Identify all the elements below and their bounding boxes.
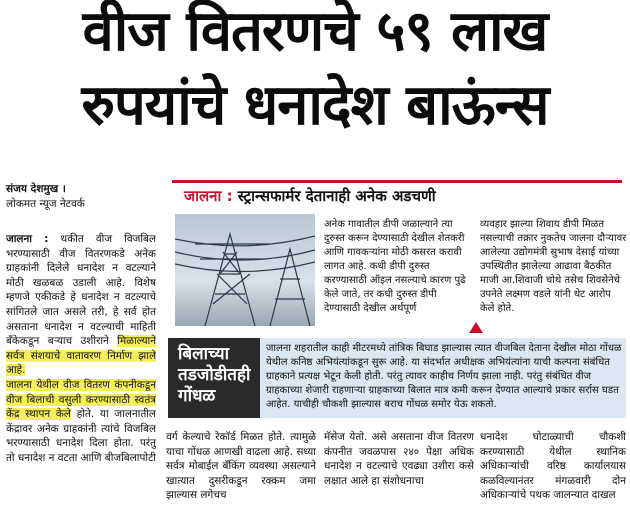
bottom-column-1: वर्ग केल्याचे रेकॉर्ड मिळत होते. त्यामुळे याचा गोंधळ आणखी वाढला आहे. सध्या सर्वत्र मोबाईल बँकिंग व्यवस्था असल्याने खात्यात दुसरीकडून रक्कम जमा झाल्यास लगेचच <box>166 431 316 502</box>
byline-author: संजय देशमुख । <box>6 183 66 195</box>
headline-line-2: रुपयांचे धनादेश बाऊंन्स <box>81 73 549 138</box>
headline-line-1: वीज वितरणचे ५९ लाख <box>82 0 548 64</box>
subheading-title: स्ट्रान्सफार्मर देतानाही अनेक अडचणी <box>237 187 436 205</box>
article-right-column <box>480 218 628 330</box>
byline <box>6 182 85 212</box>
left-text-1: थकीत वीज विजबिल भरण्यासाठी वीज वितरणकडे अनेक ग्राहकांनी दिलेले धनादेश न वटल्याने मोठी खळबळ उडाली आहे. विशेष म्हणजे एकीकडे हे धनादेश न वटल्याचे सांगितले जात असले तरी, हे सर्व होत असताना धनादेश न वटल्याची माहिती बँकेकडून बऱ्याच उशीराने <box>6 233 156 348</box>
dateline: जालना : <box>6 233 49 245</box>
middle-text: अनेक गावातील डीपी जळाल्याने त्या दुरुस्त करून देण्यासाठी देखील शेतकरी आणि गावकऱ्यांना मोठी कसरत करावी लागत आहे. कधी डीपी दुरुस्त करण्यासाठी ऑइल नसल्याचे कारण पुढे केले जाते, तर कधी दुरुस्त डीपी देण्यासाठी देखील अर्थपूर्ण <box>324 219 466 314</box>
bottom-column-3: धनादेश घोटाळ्याची चौकशी करण्यासाठी येथील स्थानिक अधिकाऱ्यांची वरिष्ठ कार्यालयास कळविल्यानंतर मंगळवारी दोन अधिकाऱ्यांचे पथक जालन्यात दाखल <box>480 431 626 502</box>
highlighted-text-2: जालना येथील वीज वितरण कंपनीकडून वीज बिलाची वसुली करण्यासाठी स्वतंत्र केंद्र स्थापन केले <box>6 378 156 421</box>
sidebar-box-text: जालना शहरातील काही मीटरमध्ये तांत्रिक बिघाड झाल्यास त्यात वीजबिल देताना देखील मोठा गोंधळ येथील कनिष्ठ अभियंत्यांकडून सुरू आहे. या संदर्भात अधीक्षक अभियंत्यांना याची कल्पना संबंधित ग्राहकाने प्रत्यक्ष भेटून केली होती. परंतु त्यावर काहीच निर्णय झाला नाही. परंतु संबंधित वीज ग्राहकाच्या शेजारी राहणाऱ्या ग्राहकाच्या बिलात मात्र कमी करून देण्यात आल्याचे प्रकार सर्रास घडत आहेत. याचीही चौकशी झाल्यास बराच गोंधळ समोर येऊ शकतो. <box>266 343 622 410</box>
subheading-bar <box>172 180 622 211</box>
power-tower-illustration <box>175 214 315 326</box>
left-text-2: होते. या जालनातील केंद्रावर अनेक ग्राहकांनी त्यांचे विजबिल भरण्यासाठी धनादेश दिला होता. परंतु तो धनादेश न वटता आणि बीजबिलापोटी <box>6 408 156 464</box>
box-label-line-2: तडजोडीतही <box>178 365 251 385</box>
highlighted-text-1: मिळाल्याने सर्वत्र संशयाचे वातावरण निर्माण झाले आहे. <box>6 335 156 377</box>
subheading-place: जालना : <box>184 187 233 205</box>
byline-agency: लोकमत न्यूज नेटवर्क <box>6 198 85 210</box>
right-text: व्यवहार झाल्या शिवाय डीपी मिळत नसल्याची तक्रार नुकतेच जालना दौऱ्यावर आलेल्या उद्योगमंत्री सुभाष देसाई यांच्या उपस्थितीत झालेल्या आढावा बैठकीत माजी आ.शिवाजी चोथे तसेच शिवसेनेचे उपनेते लक्ष्मण वडले यांनी थेट आरोप केले होते. <box>480 219 627 314</box>
sidebar-box-label <box>168 338 260 418</box>
article-left-column <box>6 232 156 512</box>
box-label-line-3: गोंधळ <box>178 386 216 406</box>
article-middle-column <box>324 218 469 330</box>
sidebar-box <box>168 338 626 418</box>
transformer-photo <box>175 214 315 326</box>
red-triangle-marker <box>469 322 483 333</box>
bottom-column-2: मॅसेज येतो. असे असताना वीज वितरण कंपनीत जवळपास २४० पेक्षा अधिक धनादेश न वटल्याचे एवढ्या उशीरा कसे लक्षात आले हा संशोधनाचा <box>324 431 474 487</box>
box-label-line-1: बिलाच्या <box>178 344 230 364</box>
